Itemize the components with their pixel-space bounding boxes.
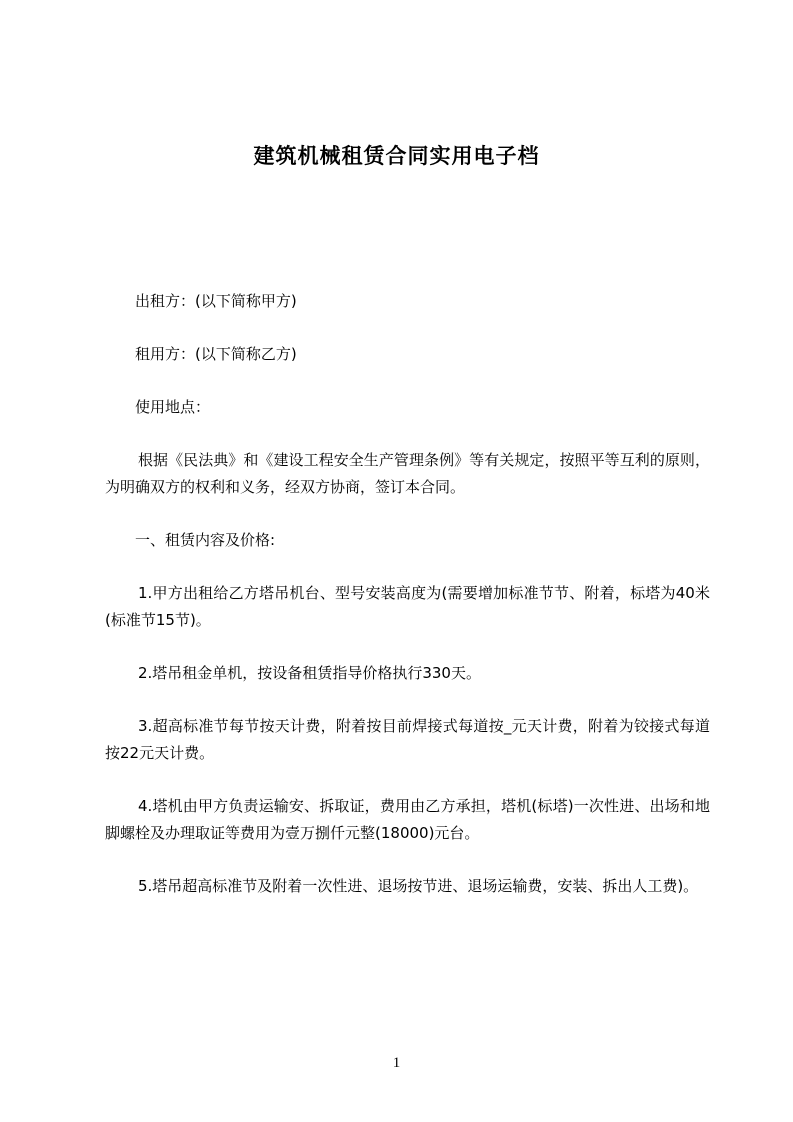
clause-item-2: 2.塔吊租金单机，按设备租赁指导价格执行330天。 [138, 664, 481, 682]
clause-item-4: 4.塔机由甲方负责运输安、拆取证，费用由乙方承担，塔机(标塔)一次性进、出场和地脚螺栓及办理取证等费用为壹万捌仟元整(18000)元台。 [105, 797, 710, 842]
preamble-paragraph: 根据《民法典》和《建设工程安全生产管理条例》等有关规定，按照平等互利的原则，为明确双方的权利和义务，经双方协商，签订本合同。 [105, 451, 710, 496]
clause-item-3: 3.超高标准节每节按天计费，附着按目前焊接式每道按_元天计费，附着为铰接式每道按22元天计费。 [105, 717, 710, 762]
document-body [105, 288, 710, 926]
lessor-line: 出租方：(以下简称甲方) [135, 292, 297, 310]
location-line: 使用地点： [135, 398, 211, 416]
document-title: 建筑机械租赁合同实用电子档 [253, 144, 540, 168]
page-number: 1 [392, 1055, 401, 1071]
lessee-line: 租用方：(以下简称乙方) [135, 345, 297, 363]
clause-item-1: 1.甲方出租给乙方塔吊机台、型号安装高度为(需要增加标准节节、附着，标塔为40米(标准节15节)。 [105, 584, 710, 629]
clause-item-5: 5.塔吊超高标准节及附着一次性进、退场按节进、退场运输费，安装、拆出人工费)。 [138, 877, 699, 895]
section-heading: 一、租赁内容及价格: [135, 531, 276, 549]
